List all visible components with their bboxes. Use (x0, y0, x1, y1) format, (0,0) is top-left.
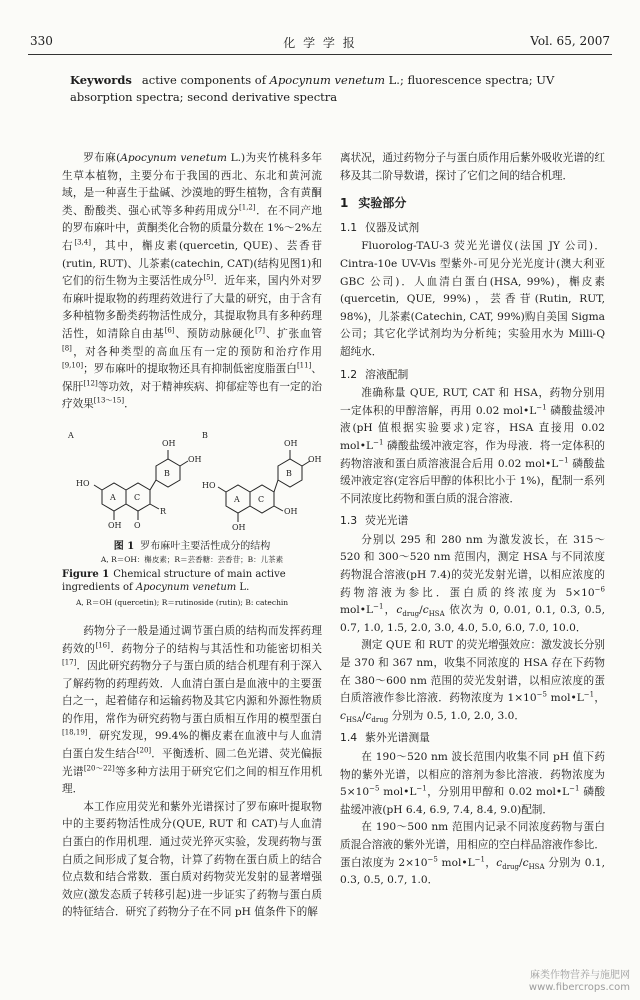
ring-c-label: C (134, 492, 141, 502)
volume-info: Vol. 65, 2007 (530, 34, 610, 48)
left-column (62, 150, 322, 922)
subsection-1-3-heading (340, 512, 605, 530)
b-oh-label-3p: OH (284, 438, 298, 448)
subsection-1-4-heading (340, 729, 605, 747)
subsection-1-4-title: 紫外光谱测量 (365, 731, 430, 745)
journal-name: 化 学 学 报 (283, 36, 357, 50)
b-oh-label-3: OH (284, 506, 298, 516)
b-ring-c-label: C (258, 494, 265, 504)
fluorescence-paragraph-1: 分别以 295 和 280 nm 为激发波长，在 315～520 和 300～520 nm 范围内，测定 HSA 与不同浓度药物混合溶液(pH 7.4)的荧光发射光谱，以相应浓度的药物溶液为参比．蛋白质的终浓度为 $5\times 10^{-6}$ $mol•L^{-1}$，$c_{drug}/c_{HSA}$ 依次为 0, 0.01, 0.1, 0.3, 0.5, 0.7, 1.0, 1.5, 2.0, 3.0, 4.0, 5.0, 6.0, 7.0, 10.0． (340, 533, 605, 634)
figure-caption-en-text: Chemical structure of main active ingredients of Apocynum venetum L. (62, 568, 286, 594)
figure-caption-zh (62, 540, 322, 554)
oh-label-a4p: OH (188, 454, 202, 464)
section-1-title: 实验部分 (358, 196, 407, 211)
subsection-1-3-number: 1.3 (340, 514, 358, 528)
label-structure-b: B (202, 430, 208, 440)
figure-1-structures (62, 422, 322, 538)
ring-a-label: A (110, 492, 116, 502)
paragraph-work-summary: 本工作应用荧光和紫外光谱探讨了罗布麻叶提取物中的主要药物活性成分(QUE, RUT 和 CAT)与人血清白蛋白的作用机理．通过荧光猝灭实验，发现药物与蛋白质之间形成了复合物，计算了药物在蛋白质上的结合位点数和结合常数．蛋白质对药物荧光发射的显著增强效应(激发态质子转移引起)进一步证实了药物与蛋白质的特征结合．研究了药物分子在不同 pH 值条件下的解 (62, 800, 322, 919)
keywords-block (70, 72, 610, 106)
figure-subcaption-zh: A, R＝OH：槲皮素；R＝芸香糖：芸香苷；B：儿茶素 (100, 554, 284, 564)
fluorescence-paragraph-2: 测定 QUE 和 RUT 的荧光增强效应：激发波长分别是 370 和 367 nm，收集不同浓度的 HSA 存在下药物在 380～600 nm 范围的荧光发射谱，以相应浓度的蛋白质溶液作参比溶液．药物浓度为 $1\times 10^{-5}$ $mol•L^{-1}$，$c_{HSA}/c_{drug}$ 分别为 0.5, 1.0, 2.0, 3.0． (340, 639, 605, 724)
keywords-text-1: active components of (141, 73, 270, 87)
uv-paragraph-2: 在 190～500 nm 范围内记录不同浓度药物与蛋白质混合溶液的紫外光谱，用相应的空白样品溶液作参比．蛋白浓度为 $2\times 10^{-5}$ $mol•L^{-1}$，$c_{drug}/c_{HSA}$ 分别为 0.1, 0.3, 0.5, 0.7, 1.0． (340, 821, 605, 887)
subsection-1-1-number: 1.1 (340, 220, 358, 234)
keywords-text-2: L.; fluorescence spectra; UV absorption spectra; second derivative spectra (70, 73, 555, 104)
page-number: 330 (30, 34, 53, 48)
section-1-number: 1 (340, 196, 349, 211)
subsection-1-1-title: 仪器及试剂 (365, 220, 420, 234)
subsection-1-4-number: 1.4 (340, 731, 358, 745)
b-oh-label-4p: OH (308, 454, 322, 464)
watermark-line-2: www.fibercrops.com (528, 982, 630, 993)
right-column (340, 150, 605, 890)
section-1-heading (340, 195, 605, 213)
subsection-1-2-number: 1.2 (340, 367, 358, 381)
keywords-label: Keywords (70, 73, 132, 87)
r-label: R (160, 506, 167, 516)
oh-label-a3p: OH (162, 438, 176, 448)
figure-caption-zh-text: 罗布麻叶主要活性成分的结构 (140, 540, 271, 552)
instruments-paragraph: Fluorolog-TAU-3 荧光光谱仪(法国 JY 公司)．Cintra-10e UV-Vis 型紫外-可见分光光度计(澳大利亚 GBC 公司)．人血清白蛋白(HSA, 99%)，槲皮素(quercetin, QUE, 99%)，芸香苷(Rutin, RUT, 98%)，儿茶素(Catechin, CAT, 99%)购自美国 Sigma 公司；其它化学试剂均为分析纯；实验用水为 Milli-Q 超纯水． (340, 240, 605, 358)
b-ring-a-label: A (234, 494, 240, 504)
subsection-1-3-title: 荧光光谱 (365, 514, 409, 528)
chemical-structure-diagram (62, 422, 322, 538)
solution-prep-paragraph: 准确称量 QUE, RUT, CAT 和 HSA，药物分别用一定体积的甲醇溶解，再用 0.02 $mol•L^{-1}$ 磷酸盐缓冲液(pH 值根据实验要求)定容，HSA 直接用 0.02 $mol•L^{-1}$ 磷酸盐缓冲液定容，作为母液．将一定体积的药物溶液和蛋白质溶液混合后用 0.02 $mol•L^{-1}$ 磷酸盐缓冲液定容(定容后甲醇的体积比小于 1%)，配制一系列不同浓度比药物和蛋白质的混合溶液． (340, 387, 606, 505)
o-label-a4: O (134, 520, 141, 530)
ring-b-label: B (164, 468, 170, 478)
watermark (529, 970, 630, 994)
subsection-1-2-heading (340, 366, 605, 384)
oh-label-a5: OH (108, 520, 122, 530)
watermark-line-1: 麻类作物营养与施肥网 (530, 970, 630, 981)
intro-paragraph: 罗布麻(Apocynum venetum L.)为夹竹桃科多年生草本植物，主要分布于我国的西北、东北和黄河流域，是一种喜生于盐碱、沙漠地的野生植物，含有黄酮类、酚酸类、强心甙等多种药用成分[1,2]．在不同产地的罗布麻叶中，黄酮类化合物的质量分数在 1%～2%左右[3,4]，其中，槲皮素(quercetin, QUE)、芸香苷(rutin, RUT)、儿茶素(catechin, CAT)(结构见图1)和它们的衍生物为主要活性成分[5]．近年来，国内外对罗布麻叶提取物的药理药效进行了大量的研究，由于含有多种植物多酚类药物活性成分，其提取物具有多种药理活性，如清除自由基[6]、预防动脉硬化[7]、扩张血管[8]，对各种类型的高血压有一定的预防和治疗作用[9,10]；罗布麻叶的提取物还具有抑制低密度脂蛋白[11]、保肝[12]等功效，对于精神疾病、抑郁症等也有一定的治疗效果[13～15]． (62, 152, 323, 411)
figure-label-zh: 图 1 (113, 540, 135, 552)
paragraph-continued: 离状况，通过药物分子与蛋白质作用后紫外吸收光谱的红移及其二阶导数谱，探讨了它们之间的结合机理． (340, 152, 605, 182)
header-rule (28, 54, 612, 55)
page-header (30, 34, 610, 56)
figure-caption-en (62, 568, 322, 595)
keywords-species: Apocynum venetum (269, 73, 385, 87)
uv-paragraph-1: 在 190～520 nm 波长范围内收集不同 pH 值下药物的紫外光谱，以相应的溶剂为参比溶液．药物浓度为 $5\times 10^{-5}$ $mol•L^{-1}$，分别用甲醇和 0.02 $mol•L^{-1}$ 磷酸盐缓冲液(pH 6.4, 6.9, 7.4, 8.4, 9.0)配制． (340, 751, 605, 816)
b-oh-label-5: OH (232, 522, 246, 532)
figure-label-en: Figure 1 (62, 568, 110, 580)
paragraph-drug-protein: 药物分子一般是通过调节蛋白质的结构而发挥药理药效的[16]．药物分子的结构与其活性和功能密切相关[17]．因此研究药物分子与蛋白质的结合机理有利于深入了解药物的药理药效．人血清白蛋白是血液中的主要蛋白之一，起着储存和运输药物及其它内源和外源性物质的作用，常作为研究药物与蛋白质相互作用的模型蛋白[18,19]．研究发现，99.4%的槲皮素在血液中与人血清白蛋白发生结合[20]．平衡透析、圆二色光谱、荧光偏振光谱[20～22]等多种方法用于研究它们之间的相互作用机理． (62, 624, 323, 796)
subsection-1-1-heading (340, 219, 605, 237)
figure-subcaption-en: A, R＝OH (quercetin); R＝rutinoside (rutin); B: catechin (76, 597, 289, 607)
b-ho-label: HO (202, 480, 216, 490)
b-ring-b-label: B (286, 468, 292, 478)
ho-label: HO (76, 478, 90, 488)
label-structure-a: A (68, 430, 74, 440)
subsection-1-2-title: 溶液配制 (365, 367, 409, 381)
